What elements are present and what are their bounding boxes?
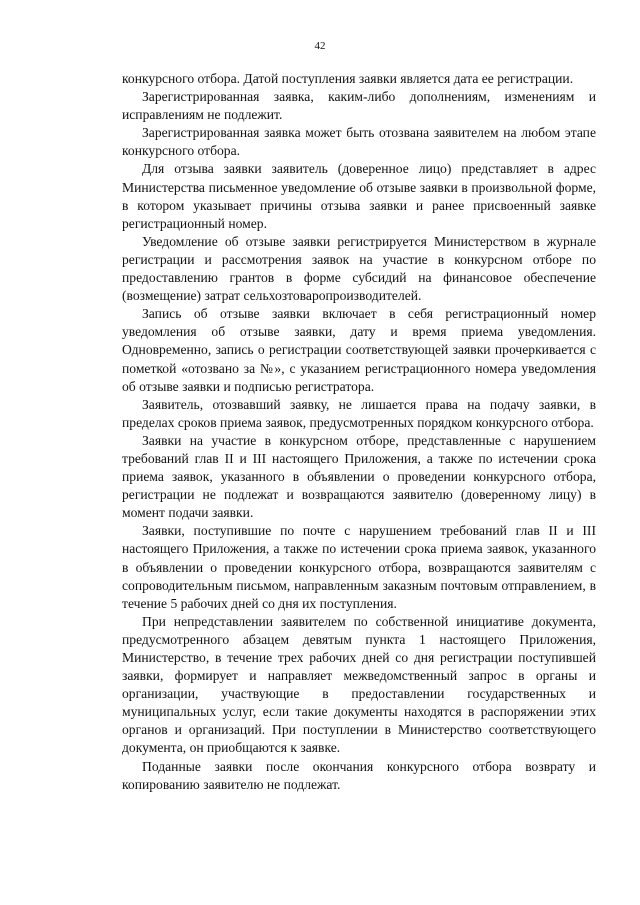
paragraph: Заявки на участие в конкурсном отборе, представленные с нарушением требований глав II и III настоящего Приложения, а также по истечении срока приема заявок, указанного в объявлении о проведении конкурсного отбора, регистрации не подлежат и возвращаются заявителю (доверенному лицу) в момент подачи заявки. bbox=[122, 432, 596, 521]
paragraph: При непредставлении заявителем по собственной инициативе документа, предусмотренного абзацем девятым пункта 1 настоящего Приложения, Министерство, в течение трех рабочих дней со дня регистрации поступившей заявки, формирует и направляет межведомственный запрос в органы и организации, участвующие в предоставлении государственных и муниципальных услуг, если такие документы находятся в распоряжении этих органов и организаций. При поступлении в Министерство соответствующего документа, он приобщаются к заявке. bbox=[122, 613, 596, 756]
paragraph: Для отзыва заявки заявитель (доверенное лицо) представляет в адрес Министерства письменное уведомление об отзыве заявки в произвольной форме, в котором указывает причины отзыва заявки и ранее присвоенный заявке регистрационный номер. bbox=[122, 161, 596, 231]
paragraph: Заявки, поступившие по почте с нарушением требований глав II и III настоящего Приложения, а также по истечении срока приема заявок, указанного в объявлении о проведении конкурсного отбора, возвращаются заявителям с сопроводительным письмом, направленным заказным почтовым отправлением, в течение 5 рабочих дней со дня их поступления. bbox=[122, 523, 596, 611]
paragraph: Зарегистрированная заявка может быть отозвана заявителем на любом этапе конкурсного отбора. bbox=[122, 125, 596, 159]
paragraph-continuation: конкурсного отбора. Датой поступления заявки является дата ее регистрации. bbox=[122, 71, 574, 86]
paragraph: Запись об отзыве заявки включает в себя регистрационный номер уведомления об отзыве заявки, дату и время приема уведомления. Одновременно, запись о регистрации соответствующей заявки прочеркивается с пометкой «отозвано за №», с указанием регистрационного номера уведомления об отзыве заявки и подписью регистратора. bbox=[122, 306, 596, 394]
paragraph: Уведомление об отзыве заявки регистрируется Министерством в журнале регистрации и рассмотрения заявок на участие в конкурсном отборе по предоставлению грантов в форме субсидий на финансовое обеспечение (возмещение) затрат сельхозтоваропроизводителей. bbox=[122, 233, 596, 304]
paragraph: Зарегистрированная заявка, каким-либо дополнениям, изменениям и исправлениям не подлежит. bbox=[122, 89, 596, 123]
document-body bbox=[122, 70, 596, 794]
paragraph: Заявитель, отозвавший заявку, не лишается права на подачу заявки, в пределах сроков приема заявок, предусмотренных порядком конкурсного отбора. bbox=[122, 396, 596, 430]
page-number: 42 bbox=[314, 40, 326, 52]
paragraph: Поданные заявки после окончания конкурсного отбора возврату и копированию заявителю не подлежат. bbox=[122, 758, 596, 792]
